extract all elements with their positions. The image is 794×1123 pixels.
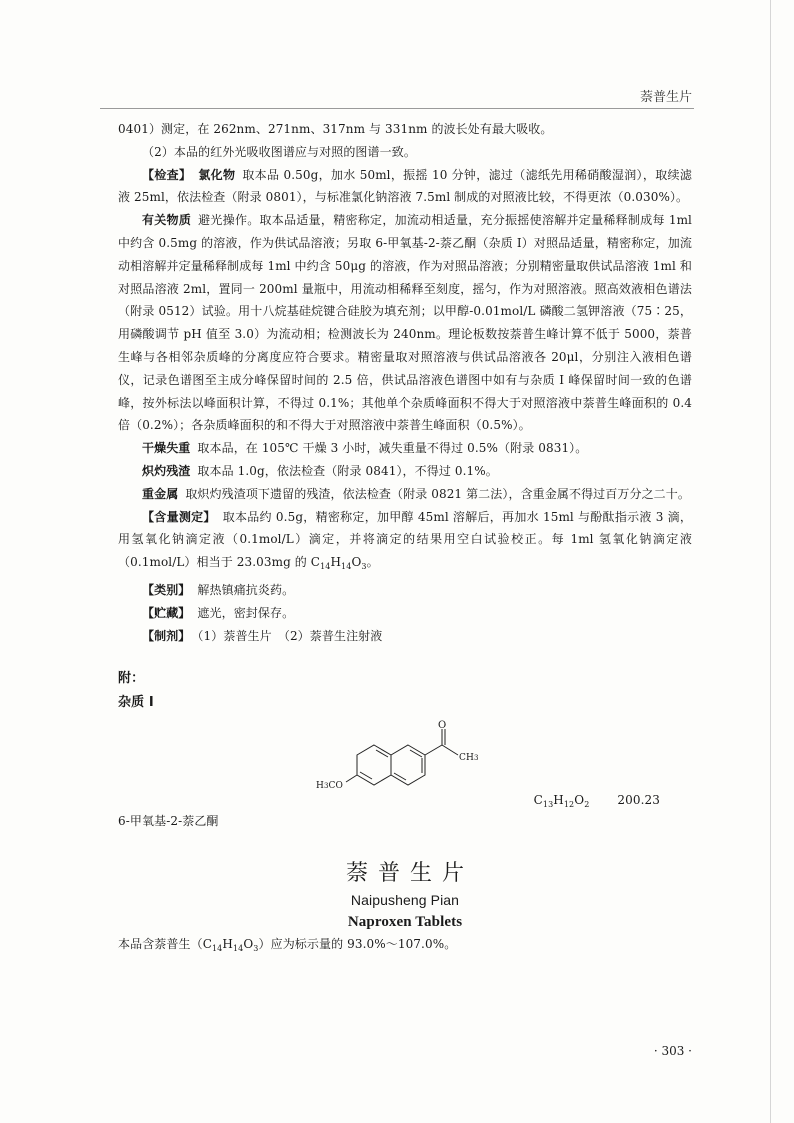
- formula-part: C: [533, 793, 543, 808]
- subscript: 3: [473, 754, 479, 763]
- appendix: [118, 667, 692, 833]
- running-header: 萘普生片: [639, 90, 692, 105]
- drying-paragraph: [118, 437, 692, 460]
- storage-text: 遮光，密封保存。: [197, 605, 295, 620]
- monograph-intro: [118, 933, 692, 961]
- category-text: 解热镇痛抗炎药。: [197, 582, 295, 597]
- methyl-label: [459, 747, 479, 770]
- methoxy-text: CO: [328, 781, 343, 792]
- header-rule: [100, 108, 694, 109]
- chloride-paragraph: [118, 164, 692, 210]
- heavy-heading: 重金属: [142, 486, 179, 501]
- uv-continuation: 0401）测定，在 262nm、271nm、317nm 与 331nm 的波长处有最大吸收。: [118, 122, 553, 136]
- ir-paragraph: （2）本品的红外光吸收图谱应与对照的图谱一致。: [142, 144, 416, 159]
- subscript: 3: [253, 944, 259, 954]
- heavy-text: 取炽灼残渣项下遗留的残渣，依法检查（附录 0821 第二法），含重金属不得过百万分之二十。: [185, 486, 690, 501]
- formula-part: 。: [366, 555, 379, 570]
- subscript: 14: [320, 562, 331, 572]
- subscript: 14: [341, 562, 352, 572]
- molecular-formula: [534, 789, 660, 817]
- related-substances-paragraph: [118, 209, 692, 437]
- carbonyl-oxygen-label: O: [438, 720, 447, 732]
- subscript: 12: [563, 800, 575, 810]
- storage-heading: 【贮藏】: [142, 605, 191, 620]
- intro-text: ）应为标示量的 93.0%～107.0%。: [258, 937, 457, 952]
- page-edge-rule: [770, 0, 771, 1123]
- chloride-text: 取本品 0.50g，加水 50ml，振摇 10 分钟，滤过（滤纸先用稀硝酸湿润），取续滤液 25ml，依法检查（附录 0801），与标准氯化钠溶液 7.5ml 制成的对照液比较，不得更浓（0.030%）。: [118, 167, 692, 205]
- formula-part: O: [351, 555, 362, 570]
- structure-area: [118, 715, 692, 810]
- monograph-title-cn: 萘普生片: [345, 861, 474, 887]
- storage-paragraph: [118, 602, 692, 625]
- methyl-text: CH: [459, 753, 474, 764]
- subscript: 14: [211, 944, 223, 954]
- prep-heading: 【制剂】: [142, 628, 191, 643]
- monograph-title-block: [118, 859, 692, 933]
- preparations-paragraph: [118, 625, 692, 648]
- subscript: 2: [584, 800, 590, 810]
- check-heading: 【检查】: [142, 167, 192, 182]
- formula-part: H: [553, 793, 564, 808]
- assay-text: 取本品约 0.5g，精密称定，加甲醇 45ml 溶解后，再加水 15ml 与酚酞指示液 3 滴，用氢氧化钠滴定液（0.1mol/L）滴定，并将滴定的结果用空白试验校正。每 1ml 氢氧化钠滴定液（0.1mol/L）相当于 23.03mg 的 C: [118, 509, 692, 570]
- ignition-text: 取本品 1.0g，依法检查（附录 0841），不得过 0.1%。: [197, 463, 498, 478]
- assay-heading: 【含量测定】: [142, 509, 216, 524]
- subscript: 14: [232, 944, 244, 954]
- monograph-title-pinyin: Naipusheng Pian: [350, 892, 460, 909]
- molecular-weight: 200.23: [617, 793, 660, 808]
- subscript: 3: [323, 782, 329, 791]
- formula-part: H: [222, 937, 233, 952]
- assay-paragraph: [118, 506, 692, 579]
- appendix-title: 附：: [118, 671, 145, 687]
- prep-text: （1）萘普生片 （2）萘普生注射液: [197, 628, 383, 643]
- page-number: · 303 ·: [653, 1044, 692, 1058]
- category-paragraph: [118, 579, 692, 602]
- monograph-title-en: Naproxen Tablets: [347, 914, 463, 931]
- formula-part: O: [243, 937, 254, 952]
- ignition-paragraph: [118, 460, 692, 483]
- heavy-metals-paragraph: [118, 483, 692, 506]
- related-text: 避光操作。取本品适量，精密称定，加流动相适量，充分振摇使溶解并定量稀释制成每 1ml 中约含 0.5mg 的溶液，作为供试品溶液；另取 6-甲氧基-2-萘乙酮（杂质 I）对照品适量，精密称定，加流动相溶解并定量稀释制成每 1ml 中约含 50μg 的溶液，作为对照品溶液；分别精密量取供试品溶液 1ml 和对照品溶液 2ml，置同一 200ml 量瓶中，用流动相稀释至刻度，摇匀，作为对照溶液。照高效液相色谱法（附录 0512）试验。用十八烷基硅烷键合硅胶为填充剂；以甲醇-0.01mol/L 磷酸二氢钾溶液（75∶25，用磷酸调节 pH 值至 3.0）为流动相；检测波长为 240nm。理论板数按萘普生峰计算不低于 5000，萘普生峰与各相邻杂质峰的分离度应符合要求。精密量取对照溶液与供试品溶液各 20μl，分别注入液相色谱仪，记录色谱图至主成分峰保留时间的 2.5 倍，供试品溶液色谱图中如有与杂质 I 峰保留时间一致的色谱峰，按外标法以峰面积计算，不得过 0.1%；其他单个杂质峰面积不得大于对照溶液中萘普生峰面积的 0.4 倍（0.2%）；各杂质峰面积的和不得大于对照溶液中萘普生峰面积（0.5%）。: [118, 213, 692, 433]
- methoxy-label: [316, 775, 343, 798]
- category-heading: 【类别】: [142, 582, 191, 597]
- subscript: 13: [542, 800, 554, 810]
- subscript: 3: [361, 562, 367, 572]
- drying-text: 取本品，在 105℃ 干燥 3 小时，减失重量不得过 0.5%（附录 0831）。: [197, 441, 588, 456]
- impurity-label: 杂质 I: [118, 695, 154, 711]
- impurity-name: 6-甲氧基-2-萘乙酮: [118, 814, 219, 829]
- chloride-heading: 氯化物: [198, 167, 236, 182]
- formula-part: H: [330, 555, 342, 570]
- related-heading: 有关物质: [142, 213, 192, 228]
- ignition-heading: 炽灼残渣: [142, 463, 191, 478]
- methoxy-text: H: [316, 781, 324, 792]
- intro-text: 本品含萘普生（C: [118, 937, 212, 952]
- page-body: [118, 118, 692, 961]
- drying-heading: 干燥失重: [142, 441, 191, 456]
- formula-part: O: [574, 793, 585, 808]
